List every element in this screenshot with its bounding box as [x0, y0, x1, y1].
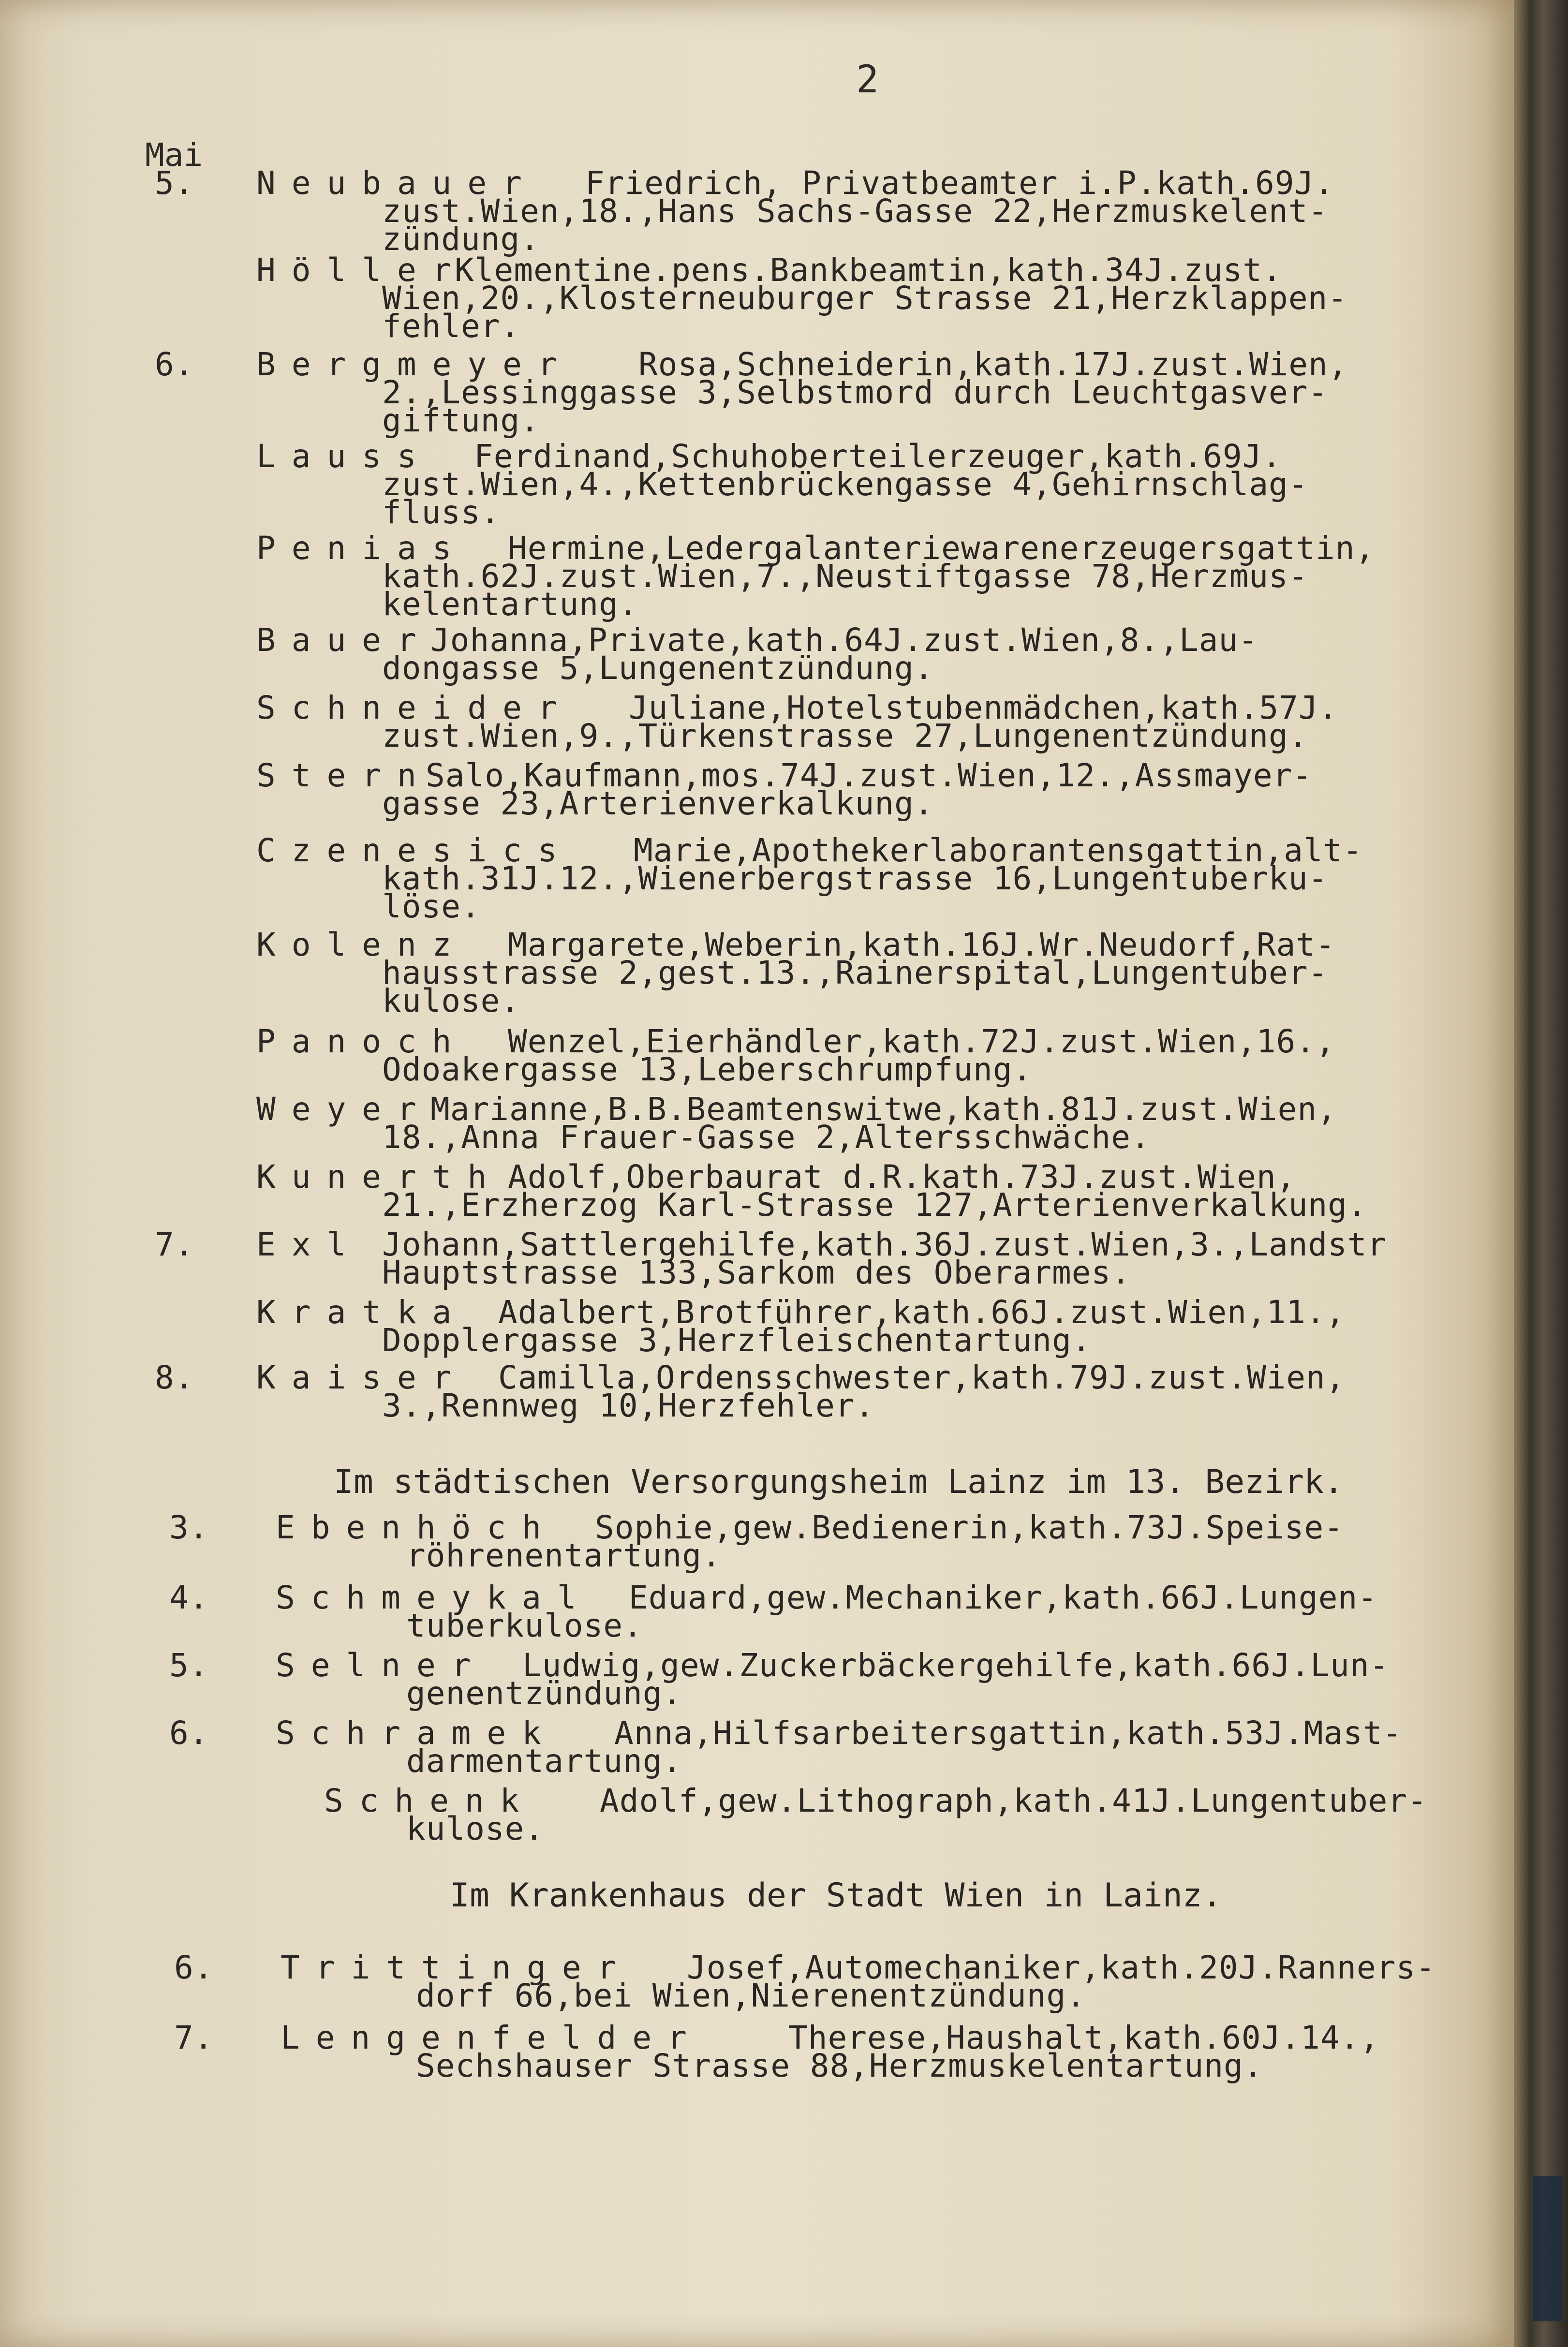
entry-date: 7.: [155, 1226, 194, 1263]
entry-surname: Schramek: [276, 1714, 557, 1752]
entry-line-2: zust.Wien,18.,Hans Sachs-Gasse 22,Herzmuskelent-: [382, 192, 1328, 230]
entry-surname: Höller: [256, 251, 468, 289]
entry-surname: Panoch: [256, 1023, 468, 1060]
entry-surname: Selner: [276, 1647, 487, 1684]
entry-surname: Trittinger: [281, 1949, 633, 1986]
section-heading: Im Krankenhaus der Stadt Wien in Lainz.: [450, 1876, 1222, 1915]
book-binding-edge: [1514, 0, 1568, 2347]
entry-surname: Neubauer: [256, 164, 538, 202]
entry-surname: Lauss: [256, 438, 432, 475]
entry-date: 5.: [155, 164, 194, 202]
entry-surname: Stern: [256, 757, 432, 794]
entry-surname: Kaiser: [256, 1359, 468, 1396]
entry-surname: Bergmeyer: [256, 346, 573, 383]
entry-surname: Kratka: [256, 1294, 468, 1331]
entry-surname: Kolenz: [256, 926, 468, 963]
entry-surname: Weyer: [256, 1091, 432, 1128]
entry-line-1: Friedrich, Privatbeamter i.P.kath.69J.: [585, 164, 1334, 202]
month-label: Mai: [145, 136, 203, 174]
entry-surname: Penias: [256, 530, 468, 567]
entry-surname: Czenesics: [256, 832, 573, 869]
entry-surname: Bauer: [256, 621, 432, 659]
entry-surname: Ebenhöch: [276, 1509, 557, 1546]
entry-surname: Kunerth: [256, 1158, 503, 1196]
entry-date: 6.: [155, 346, 194, 383]
entry-surname: Exl: [256, 1226, 362, 1263]
entry-line-3: zündung.: [382, 221, 540, 258]
entry-surname: Schmeykal: [276, 1579, 592, 1616]
entry-surname: Schneider: [256, 689, 573, 726]
section-heading: Im städtischen Versorgungsheim Lainz im 13. Bezirk.: [334, 1463, 1344, 1501]
binding-tab: [1533, 2176, 1562, 2321]
entry-surname: Lengenfelder: [281, 2019, 703, 2056]
entry-surname: Schenk: [324, 1782, 535, 1819]
page-number: 2: [856, 58, 879, 102]
entry-date: 8.: [155, 1359, 194, 1396]
